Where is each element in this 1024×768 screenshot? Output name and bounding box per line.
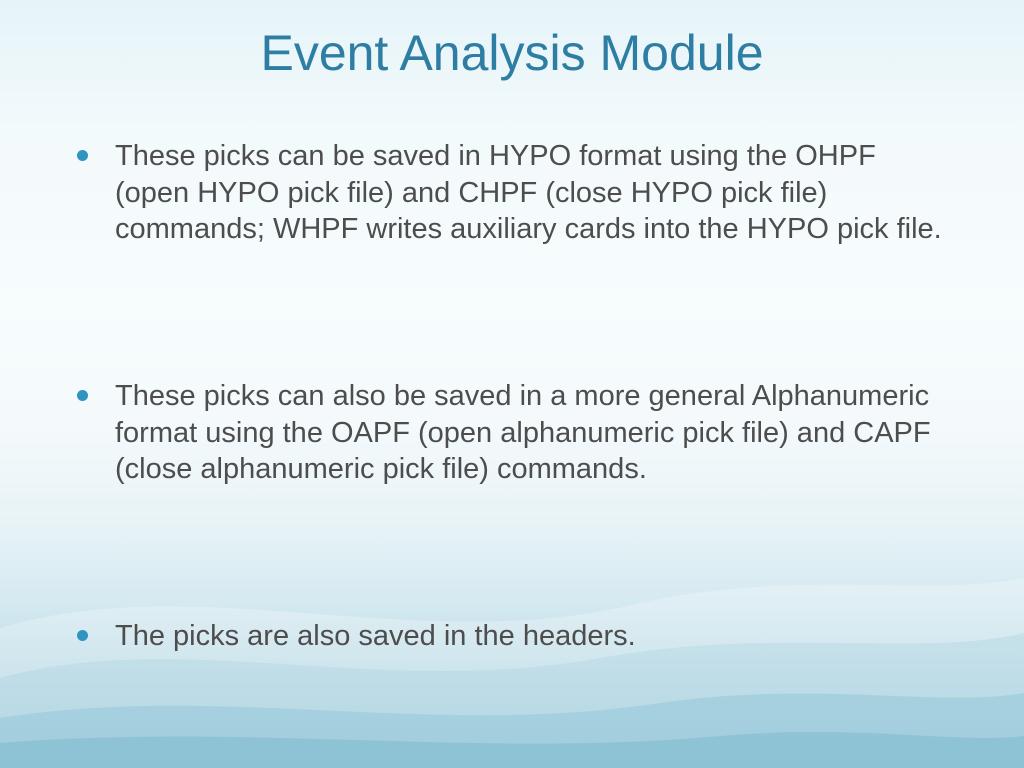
bullet-dot-icon <box>77 390 88 401</box>
bullet-text: These picks can be saved in HYPO format using the OHPF (open HYPO pick file) and CHPF (close HYPO pick file) commands; WHPF writes auxiliary cards into the HYPO pick file. <box>115 140 942 245</box>
slide-title: Event Analysis Module <box>260 25 764 81</box>
bullet-text: The picks are also saved in the headers. <box>115 620 636 652</box>
bullet-dot-icon <box>77 150 88 161</box>
bullet-item <box>77 138 947 248</box>
bullet-dot-icon <box>77 630 88 641</box>
bullet-item <box>77 378 947 488</box>
bullet-text: These picks can also be saved in a more general Alphanumeric format using the OAPF (open alphanumeric pick file) and CAPF (close alphanumeric pick file) commands. <box>115 380 931 485</box>
bullet-item <box>77 618 947 655</box>
